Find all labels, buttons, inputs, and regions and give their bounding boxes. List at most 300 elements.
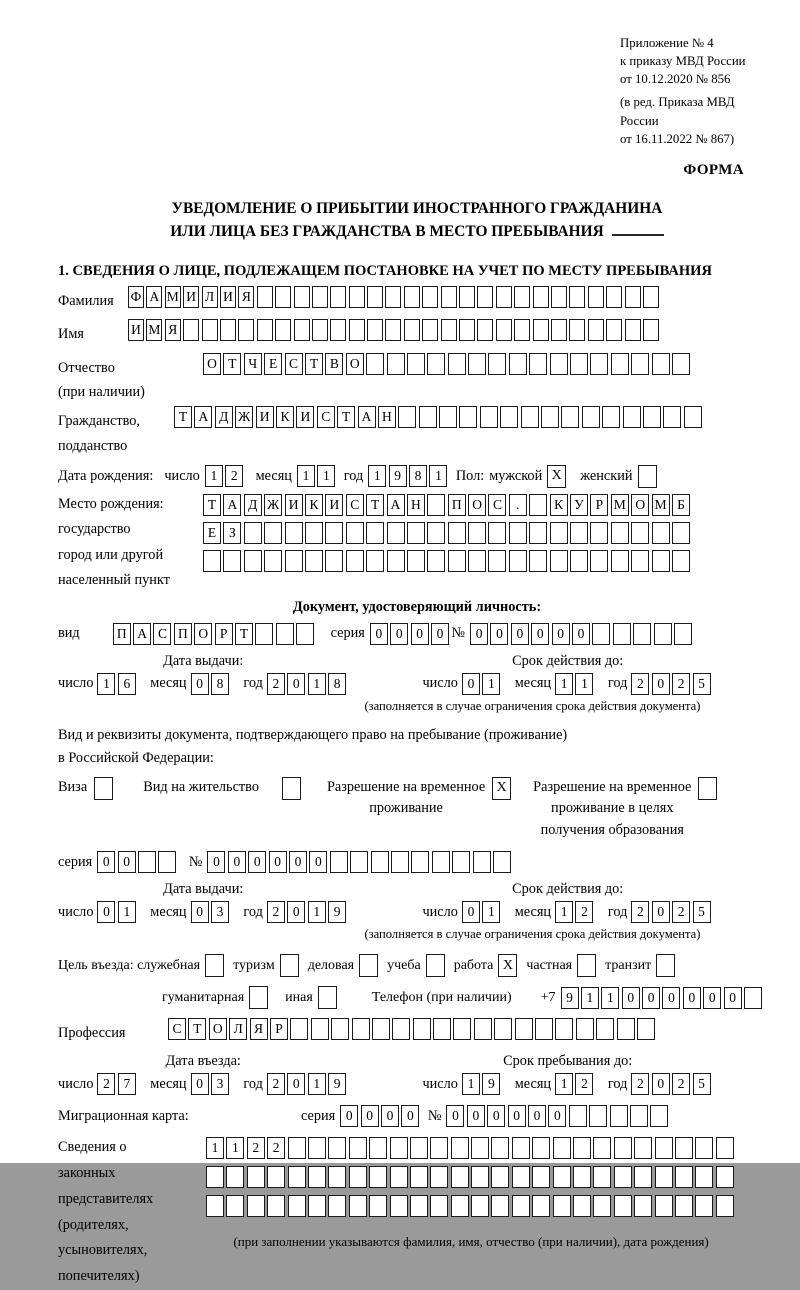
char-cell[interactable] [264,550,282,572]
char-cell[interactable] [512,1195,530,1217]
char-cell[interactable] [369,1195,387,1217]
char-cell[interactable]: Р [590,494,608,516]
char-cell[interactable]: 1 [581,987,599,1009]
char-cell[interactable] [459,319,475,341]
char-cell[interactable]: 1 [482,901,500,923]
char-cell[interactable]: О [209,1018,227,1040]
char-cell[interactable]: 1 [308,1073,326,1095]
char-cell[interactable] [672,353,690,375]
char-cell[interactable] [453,1018,471,1040]
char-cell[interactable]: Л [229,1018,247,1040]
char-cell[interactable] [471,1166,489,1188]
char-cell[interactable]: И [296,406,314,428]
char-cell[interactable] [593,1137,611,1159]
char-cell[interactable] [223,550,241,572]
char-cell[interactable] [288,1195,306,1217]
char-cell[interactable] [533,319,549,341]
char-cell[interactable] [330,851,348,873]
char-cell[interactable] [496,319,512,341]
char-cell[interactable] [695,1137,713,1159]
char-cell[interactable] [634,1166,652,1188]
char-cell[interactable]: К [550,494,568,516]
char-cell[interactable] [643,319,659,341]
char-cell[interactable]: С [317,406,335,428]
char-cell[interactable] [385,286,401,308]
char-cell[interactable]: 1 [575,673,593,695]
char-cell[interactable]: О [468,494,486,516]
char-cell[interactable]: С [488,494,506,516]
char-cell[interactable] [625,319,641,341]
char-cell[interactable] [349,1137,367,1159]
char-cell[interactable]: О [194,623,212,645]
char-cell[interactable] [494,1018,512,1040]
char-cell[interactable] [255,623,273,645]
char-cell[interactable] [451,1195,469,1217]
char-cell[interactable]: 1 [555,1073,573,1095]
char-cell[interactable] [459,286,475,308]
char-cell[interactable]: 0 [652,901,670,923]
char-cell[interactable]: 7 [118,1073,136,1095]
char-cell[interactable] [488,353,506,375]
char-cell[interactable] [532,1137,550,1159]
char-cell[interactable]: 0 [269,851,287,873]
char-cell[interactable]: 0 [490,623,508,645]
char-cell[interactable] [349,1166,367,1188]
char-cell[interactable] [275,286,291,308]
char-cell[interactable] [432,851,450,873]
char-cell[interactable]: П [113,623,131,645]
char-cell[interactable]: М [611,494,629,516]
char-cell[interactable]: 9 [328,901,346,923]
char-cell[interactable]: 2 [267,1137,285,1159]
char-cell[interactable] [410,1166,428,1188]
char-cell[interactable] [325,550,343,572]
char-cell[interactable]: А [146,286,162,308]
char-cell[interactable]: 0 [207,851,225,873]
char-cell[interactable] [430,1195,448,1217]
char-cell[interactable] [592,623,610,645]
char-cell[interactable]: 0 [401,1105,419,1127]
residence-permit-checkbox[interactable] [282,777,301,800]
purpose-humanitarian-checkbox[interactable] [249,986,268,1009]
char-cell[interactable] [541,406,559,428]
char-cell[interactable]: С [153,623,171,645]
char-cell[interactable]: М [165,286,181,308]
char-cell[interactable]: Т [305,353,323,375]
char-cell[interactable]: О [631,494,649,516]
char-cell[interactable] [634,1195,652,1217]
char-cell[interactable] [611,353,629,375]
char-cell[interactable] [606,286,622,308]
char-cell[interactable]: Я [250,1018,268,1040]
char-cell[interactable]: С [285,353,303,375]
char-cell[interactable] [244,522,262,544]
char-cell[interactable] [226,1195,244,1217]
char-cell[interactable] [610,1105,628,1127]
char-cell[interactable] [611,522,629,544]
char-cell[interactable] [312,319,328,341]
char-cell[interactable]: 0 [548,1105,566,1127]
char-cell[interactable] [407,353,425,375]
char-cell[interactable] [294,319,310,341]
char-cell[interactable]: К [305,494,323,516]
char-cell[interactable]: 0 [381,1105,399,1127]
char-cell[interactable] [570,353,588,375]
char-cell[interactable] [439,406,457,428]
char-cell[interactable] [550,522,568,544]
char-cell[interactable] [330,319,346,341]
char-cell[interactable] [451,1137,469,1159]
char-cell[interactable] [257,286,273,308]
char-cell[interactable]: 1 [226,1137,244,1159]
char-cell[interactable] [427,550,445,572]
char-cell[interactable] [569,286,585,308]
char-cell[interactable] [553,1137,571,1159]
char-cell[interactable] [695,1166,713,1188]
char-cell[interactable] [407,550,425,572]
char-cell[interactable] [614,1195,632,1217]
char-cell[interactable] [430,1166,448,1188]
char-cell[interactable] [569,319,585,341]
char-cell[interactable] [593,1166,611,1188]
char-cell[interactable] [267,1166,285,1188]
char-cell[interactable]: И [325,494,343,516]
char-cell[interactable] [328,1137,346,1159]
char-cell[interactable] [371,851,389,873]
char-cell[interactable] [413,1018,431,1040]
char-cell[interactable] [308,1166,326,1188]
char-cell[interactable] [613,623,631,645]
char-cell[interactable] [590,550,608,572]
char-cell[interactable] [220,319,236,341]
char-cell[interactable]: И [128,319,144,341]
char-cell[interactable] [387,353,405,375]
char-cell[interactable] [509,550,527,572]
char-cell[interactable]: И [183,286,199,308]
char-cell[interactable] [471,1195,489,1217]
char-cell[interactable]: А [358,406,376,428]
char-cell[interactable] [203,550,221,572]
char-cell[interactable] [634,1137,652,1159]
char-cell[interactable] [448,550,466,572]
char-cell[interactable] [550,550,568,572]
char-cell[interactable]: М [146,319,162,341]
char-cell[interactable]: 9 [561,987,579,1009]
char-cell[interactable]: А [133,623,151,645]
char-cell[interactable]: М [652,494,670,516]
char-cell[interactable] [515,1018,533,1040]
purpose-tourism-checkbox[interactable] [280,954,299,977]
char-cell[interactable] [555,1018,573,1040]
char-cell[interactable] [602,406,620,428]
char-cell[interactable]: Ж [235,406,253,428]
char-cell[interactable]: 2 [97,1073,115,1095]
char-cell[interactable] [695,1195,713,1217]
char-cell[interactable] [652,550,670,572]
char-cell[interactable]: Я [165,319,181,341]
char-cell[interactable] [419,406,437,428]
purpose-business-checkbox[interactable] [359,954,378,977]
char-cell[interactable] [631,550,649,572]
char-cell[interactable] [349,286,365,308]
char-cell[interactable]: 0 [289,851,307,873]
char-cell[interactable] [617,1018,635,1040]
char-cell[interactable]: И [285,494,303,516]
char-cell[interactable]: 0 [508,1105,526,1127]
char-cell[interactable] [264,522,282,544]
char-cell[interactable] [532,1166,550,1188]
char-cell[interactable]: 0 [652,673,670,695]
char-cell[interactable]: . [509,494,527,516]
char-cell[interactable] [633,623,651,645]
char-cell[interactable] [500,406,518,428]
char-cell[interactable]: О [346,353,364,375]
char-cell[interactable] [305,550,323,572]
char-cell[interactable]: 1 [297,465,315,487]
char-cell[interactable] [430,1137,448,1159]
char-cell[interactable] [325,522,343,544]
char-cell[interactable] [267,1195,285,1217]
char-cell[interactable] [570,550,588,572]
char-cell[interactable]: 1 [206,1137,224,1159]
char-cell[interactable] [570,522,588,544]
char-cell[interactable]: Е [264,353,282,375]
char-cell[interactable] [350,851,368,873]
char-cell[interactable] [290,1018,308,1040]
char-cell[interactable] [512,1166,530,1188]
char-cell[interactable] [674,623,692,645]
char-cell[interactable]: 2 [631,673,649,695]
char-cell[interactable] [514,319,530,341]
char-cell[interactable]: О [203,353,221,375]
char-cell[interactable]: 0 [703,987,721,1009]
char-cell[interactable]: 0 [287,673,305,695]
char-cell[interactable] [593,1195,611,1217]
char-cell[interactable] [305,522,323,544]
char-cell[interactable] [244,550,262,572]
char-cell[interactable] [625,286,641,308]
char-cell[interactable] [392,1018,410,1040]
char-cell[interactable]: 2 [672,673,690,695]
char-cell[interactable] [643,406,661,428]
char-cell[interactable] [588,319,604,341]
char-cell[interactable]: 0 [652,1073,670,1095]
char-cell[interactable] [590,522,608,544]
char-cell[interactable] [553,1166,571,1188]
char-cell[interactable] [744,987,762,1009]
char-cell[interactable] [675,1195,693,1217]
purpose-official-checkbox[interactable] [205,954,224,977]
char-cell[interactable] [459,406,477,428]
char-cell[interactable]: 1 [555,901,573,923]
char-cell[interactable] [441,286,457,308]
char-cell[interactable] [533,286,549,308]
char-cell[interactable] [650,1105,668,1127]
char-cell[interactable]: 0 [511,623,529,645]
char-cell[interactable] [331,1018,349,1040]
char-cell[interactable] [630,1105,648,1127]
char-cell[interactable] [561,406,579,428]
char-cell[interactable]: 0 [287,1073,305,1095]
char-cell[interactable] [296,623,314,645]
char-cell[interactable]: А [387,494,405,516]
char-cell[interactable]: 1 [205,465,223,487]
char-cell[interactable] [308,1195,326,1217]
char-cell[interactable]: 0 [642,987,660,1009]
char-cell[interactable]: 0 [191,1073,209,1095]
char-cell[interactable] [288,1137,306,1159]
char-cell[interactable]: Т [235,623,253,645]
char-cell[interactable]: 5 [693,673,711,695]
char-cell[interactable]: 2 [267,901,285,923]
char-cell[interactable]: Р [270,1018,288,1040]
char-cell[interactable] [398,406,416,428]
char-cell[interactable] [349,1195,367,1217]
char-cell[interactable] [588,286,604,308]
char-cell[interactable]: Ф [128,286,144,308]
char-cell[interactable] [372,1018,390,1040]
char-cell[interactable] [514,286,530,308]
char-cell[interactable]: В [325,353,343,375]
char-cell[interactable]: 0 [309,851,327,873]
char-cell[interactable] [637,1018,655,1040]
char-cell[interactable]: Т [337,406,355,428]
char-cell[interactable] [427,353,445,375]
char-cell[interactable] [590,353,608,375]
char-cell[interactable]: 1 [308,901,326,923]
char-cell[interactable]: 2 [631,1073,649,1095]
char-cell[interactable]: Е [203,522,221,544]
char-cell[interactable] [448,522,466,544]
char-cell[interactable] [582,406,600,428]
char-cell[interactable] [390,1166,408,1188]
char-cell[interactable]: 9 [482,1073,500,1095]
char-cell[interactable]: 1 [462,1073,480,1095]
char-cell[interactable] [468,550,486,572]
char-cell[interactable] [448,353,466,375]
char-cell[interactable]: 0 [572,623,590,645]
char-cell[interactable] [493,851,511,873]
char-cell[interactable] [312,286,328,308]
char-cell[interactable] [410,1195,428,1217]
char-cell[interactable] [550,353,568,375]
char-cell[interactable] [346,550,364,572]
char-cell[interactable] [422,286,438,308]
char-cell[interactable] [576,1018,594,1040]
purpose-transit-checkbox[interactable] [656,954,675,977]
char-cell[interactable] [468,353,486,375]
char-cell[interactable] [573,1195,591,1217]
char-cell[interactable] [387,550,405,572]
char-cell[interactable]: 0 [191,901,209,923]
char-cell[interactable] [716,1195,734,1217]
char-cell[interactable] [367,319,383,341]
char-cell[interactable]: 2 [267,1073,285,1095]
char-cell[interactable] [474,1018,492,1040]
char-cell[interactable]: 5 [693,901,711,923]
char-cell[interactable]: А [194,406,212,428]
char-cell[interactable] [276,623,294,645]
char-cell[interactable] [349,319,365,341]
char-cell[interactable] [606,319,622,341]
char-cell[interactable] [468,522,486,544]
char-cell[interactable] [183,319,199,341]
char-cell[interactable]: Т [203,494,221,516]
char-cell[interactable] [532,1195,550,1217]
purpose-work-checkbox[interactable]: X [498,954,517,977]
char-cell[interactable] [202,319,218,341]
char-cell[interactable] [631,353,649,375]
char-cell[interactable]: Т [174,406,192,428]
char-cell[interactable]: 2 [267,673,285,695]
char-cell[interactable] [573,1137,591,1159]
char-cell[interactable] [138,851,156,873]
char-cell[interactable] [509,353,527,375]
char-cell[interactable]: 1 [308,673,326,695]
char-cell[interactable]: 2 [575,1073,593,1095]
visa-checkbox[interactable] [94,777,113,800]
char-cell[interactable] [311,1018,329,1040]
char-cell[interactable]: 0 [411,623,429,645]
char-cell[interactable] [672,522,690,544]
temp-permit-edu-checkbox[interactable] [698,777,717,800]
char-cell[interactable] [477,286,493,308]
char-cell[interactable] [529,522,547,544]
char-cell[interactable] [352,1018,370,1040]
char-cell[interactable] [206,1195,224,1217]
char-cell[interactable]: 0 [462,673,480,695]
char-cell[interactable]: Ч [244,353,262,375]
char-cell[interactable] [285,550,303,572]
char-cell[interactable] [611,550,629,572]
char-cell[interactable] [404,286,420,308]
char-cell[interactable]: 6 [118,673,136,695]
char-cell[interactable] [491,1137,509,1159]
char-cell[interactable]: 0 [431,623,449,645]
char-cell[interactable]: З [223,522,241,544]
char-cell[interactable] [257,319,273,341]
char-cell[interactable] [529,494,547,516]
char-cell[interactable]: 9 [389,465,407,487]
char-cell[interactable]: 2 [672,901,690,923]
char-cell[interactable] [652,522,670,544]
char-cell[interactable]: 3 [211,901,229,923]
char-cell[interactable] [553,1195,571,1217]
char-cell[interactable] [328,1195,346,1217]
char-cell[interactable]: 0 [191,673,209,695]
char-cell[interactable]: С [168,1018,186,1040]
char-cell[interactable]: 0 [683,987,701,1009]
char-cell[interactable] [390,1137,408,1159]
char-cell[interactable] [367,286,383,308]
char-cell[interactable]: 5 [693,1073,711,1095]
char-cell[interactable] [672,550,690,572]
char-cell[interactable] [285,522,303,544]
char-cell[interactable] [684,406,702,428]
char-cell[interactable] [535,1018,553,1040]
char-cell[interactable] [410,1137,428,1159]
char-cell[interactable]: 2 [672,1073,690,1095]
char-cell[interactable] [247,1166,265,1188]
char-cell[interactable]: У [570,494,588,516]
char-cell[interactable] [407,522,425,544]
char-cell[interactable]: 0 [528,1105,546,1127]
char-cell[interactable] [387,522,405,544]
char-cell[interactable] [509,522,527,544]
char-cell[interactable] [716,1137,734,1159]
char-cell[interactable]: 2 [247,1137,265,1159]
char-cell[interactable] [655,1195,673,1217]
